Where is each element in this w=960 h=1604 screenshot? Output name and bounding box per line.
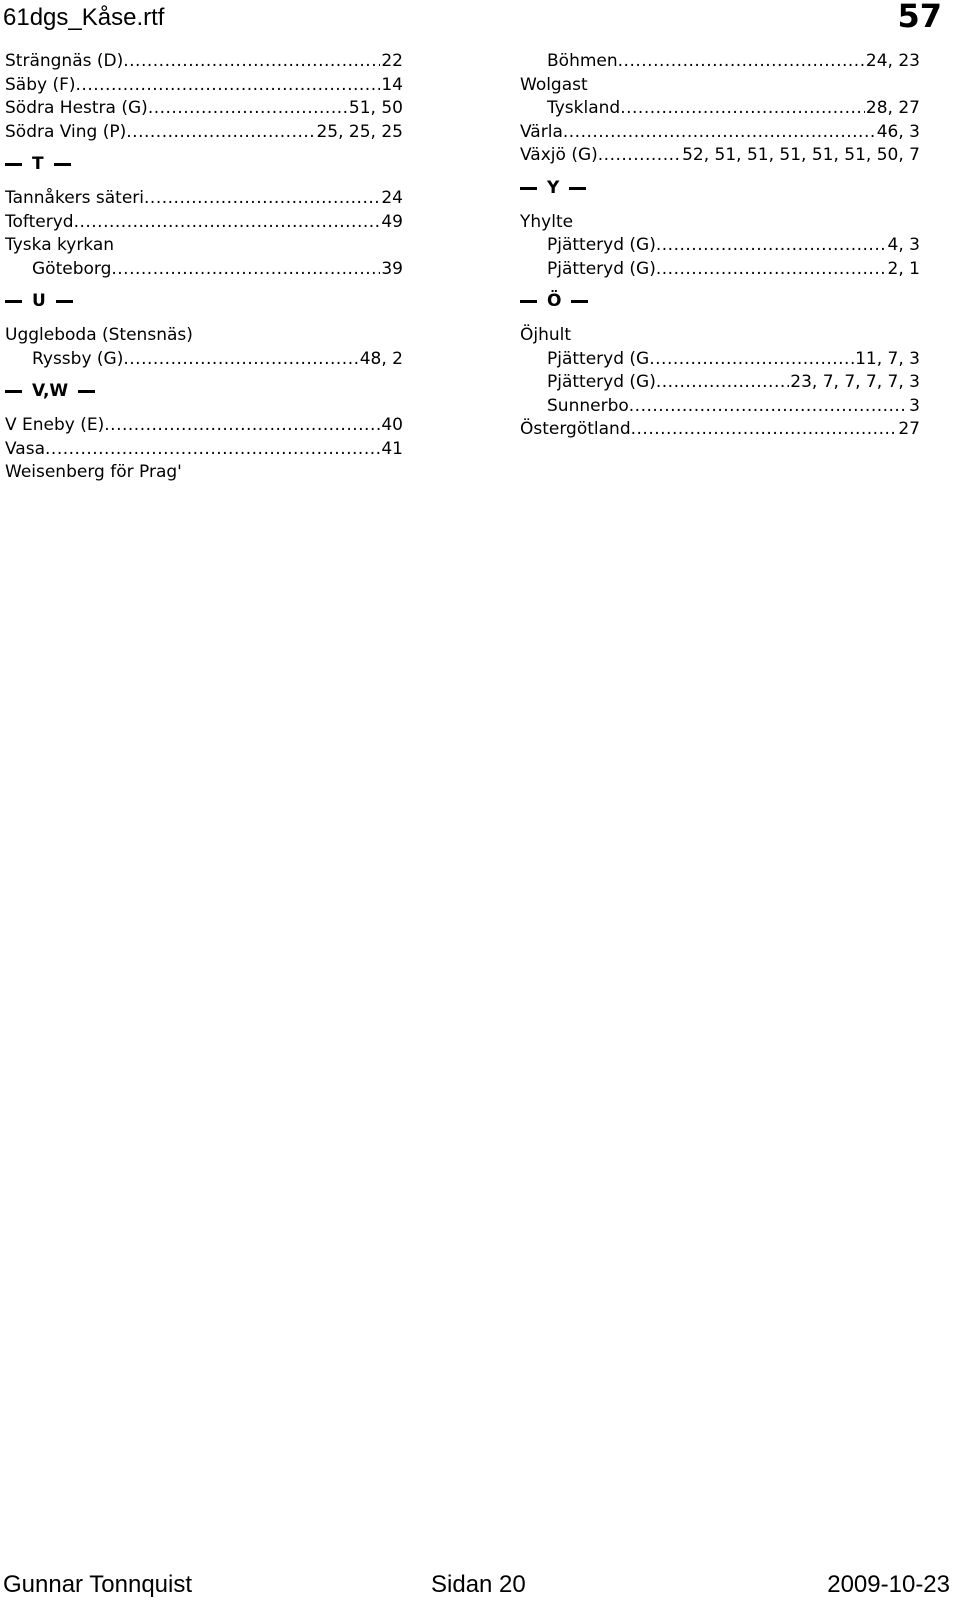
dot-leader: [126, 121, 315, 145]
page-footer: [0, 1571, 960, 1601]
entry-place: Växjö (G): [520, 145, 598, 165]
entry-place: Sunnerbo: [547, 395, 629, 416]
heading-dash: [520, 187, 537, 190]
dot-leader: [148, 97, 348, 121]
index-entry: [5, 211, 403, 235]
heading-dash: [5, 300, 22, 303]
dot-leader: [656, 371, 789, 395]
entry-pages: 24, 23: [865, 51, 920, 71]
index-entry: [5, 50, 403, 74]
dot-leader: [631, 418, 898, 442]
heading-dash: [5, 163, 22, 166]
entry-pages: 41: [381, 438, 403, 459]
entry-pages: 25, 25, 25: [316, 121, 403, 142]
entry-place: Säby (F): [5, 74, 76, 95]
footer-date: 2009-10-23: [827, 1571, 950, 1598]
entry-pages: 52, 51, 51, 51, 51, 51, 50, 7: [682, 145, 920, 165]
entry-place: Ryssby (G): [32, 348, 124, 369]
index-heading: Wolgast: [520, 74, 588, 95]
dot-leader: [649, 348, 854, 372]
index-heading: Öjhult: [520, 325, 572, 345]
page-header: [0, 0, 960, 40]
heading-dash: [571, 300, 588, 303]
dot-leader: [563, 121, 876, 145]
dot-leader: [104, 414, 380, 438]
letter-heading: [5, 153, 403, 176]
heading-letter: Y: [547, 177, 560, 198]
dot-leader: [629, 395, 908, 419]
entry-pages: 46, 3: [876, 121, 920, 142]
entry-place: Vasa: [5, 438, 46, 459]
entry-pages: 40: [381, 415, 403, 435]
heading-dash: [569, 187, 586, 190]
dot-leader: [620, 97, 865, 121]
index-entry: [520, 121, 920, 145]
entry-pages: 3: [909, 395, 920, 416]
index-entry: [5, 348, 403, 372]
index-entry: [5, 74, 403, 98]
entry-place: Östergötland: [520, 419, 631, 439]
entry-pages: 4, 3: [887, 235, 920, 255]
index-entry: [520, 418, 920, 442]
entry-pages: 22: [381, 51, 403, 71]
index-entry: [5, 438, 403, 462]
index-heading: Tyska kyrkan: [5, 235, 115, 255]
entry-place: Pjätteryd (G: [547, 348, 650, 369]
entry-place: Tofteryd: [5, 211, 74, 232]
entry-pages: 14: [381, 74, 403, 95]
letter-heading: [5, 290, 403, 313]
index-entry: [520, 258, 920, 282]
index-heading: Weisenberg för Prag': [5, 462, 182, 482]
heading-letter: V,W: [32, 381, 69, 401]
dot-leader: [74, 211, 381, 235]
heading-dash: [520, 300, 537, 303]
index-entry: [520, 144, 920, 168]
dot-leader: [144, 187, 380, 211]
footer-author: Gunnar Tonnquist: [3, 1571, 193, 1598]
heading-letter: T: [32, 154, 44, 174]
page-number: 57: [897, 0, 942, 35]
index-entry: [520, 50, 920, 74]
entry-pages: 2, 1: [887, 258, 920, 279]
heading-dash: [5, 390, 22, 393]
index-heading: Yhylte: [520, 211, 574, 232]
entry-place: Värla: [520, 121, 563, 142]
index-entry: [5, 258, 403, 282]
index-entry: [520, 234, 920, 258]
dot-leader: [123, 348, 358, 372]
index-column-left: [5, 50, 403, 485]
entry-pages: 28, 27: [865, 98, 920, 118]
letter-heading: [5, 380, 403, 403]
index-entry: [520, 395, 920, 419]
heading-dash: [56, 300, 73, 303]
entry-place: Böhmen: [547, 51, 618, 71]
entry-pages: 51, 50: [348, 98, 403, 118]
index-entry: [520, 348, 920, 372]
dot-leader: [123, 50, 380, 74]
entry-place: Strängnäs (D): [5, 51, 124, 71]
letter-heading: [520, 290, 920, 313]
dot-leader: [618, 50, 865, 74]
letter-heading: [520, 177, 920, 200]
index-entry: [5, 121, 403, 145]
index-entry: [520, 97, 920, 121]
entry-pages: 24: [381, 188, 403, 208]
dot-leader: [76, 74, 381, 98]
entry-place: Södra Hestra (G): [5, 98, 148, 118]
index-column-right: [520, 50, 920, 442]
footer-page-label: Sidan 20: [431, 1571, 526, 1598]
dot-leader: [598, 144, 681, 168]
entry-place: Göteborg: [32, 258, 112, 279]
heading-dash: [78, 390, 95, 393]
index-entry: [5, 187, 403, 211]
entry-pages: 39: [381, 258, 403, 279]
heading-dash: [54, 163, 71, 166]
dot-leader: [656, 258, 887, 282]
entry-place: Södra Ving (P): [5, 121, 127, 142]
entry-place: Pjätteryd (G): [547, 372, 656, 392]
index-heading: Uggleboda (Stensnäs): [5, 325, 193, 345]
index-entry: [5, 97, 403, 121]
dot-leader: [656, 234, 887, 258]
index-entry: [520, 371, 920, 395]
heading-letter: U: [32, 291, 46, 311]
heading-letter: Ö: [547, 291, 562, 311]
entry-pages: 27: [898, 419, 920, 439]
entry-place: Pjätteryd (G): [547, 258, 656, 279]
entry-place: Tannåkers säteri: [5, 188, 145, 208]
entry-pages: 48, 2: [359, 348, 403, 369]
entry-place: V Eneby (E): [5, 415, 105, 435]
entry-place: Tyskland: [547, 98, 621, 118]
entry-pages: 49: [381, 211, 403, 232]
file-name: 61dgs_Kåse.rtf: [3, 4, 165, 31]
dot-leader: [45, 438, 380, 462]
entry-pages: 11, 7, 3: [855, 348, 920, 369]
entry-pages: 23, 7, 7, 7, 7, 3: [790, 372, 920, 392]
dot-leader: [111, 258, 380, 282]
index-entry: [5, 414, 403, 438]
entry-place: Pjätteryd (G): [547, 235, 656, 255]
